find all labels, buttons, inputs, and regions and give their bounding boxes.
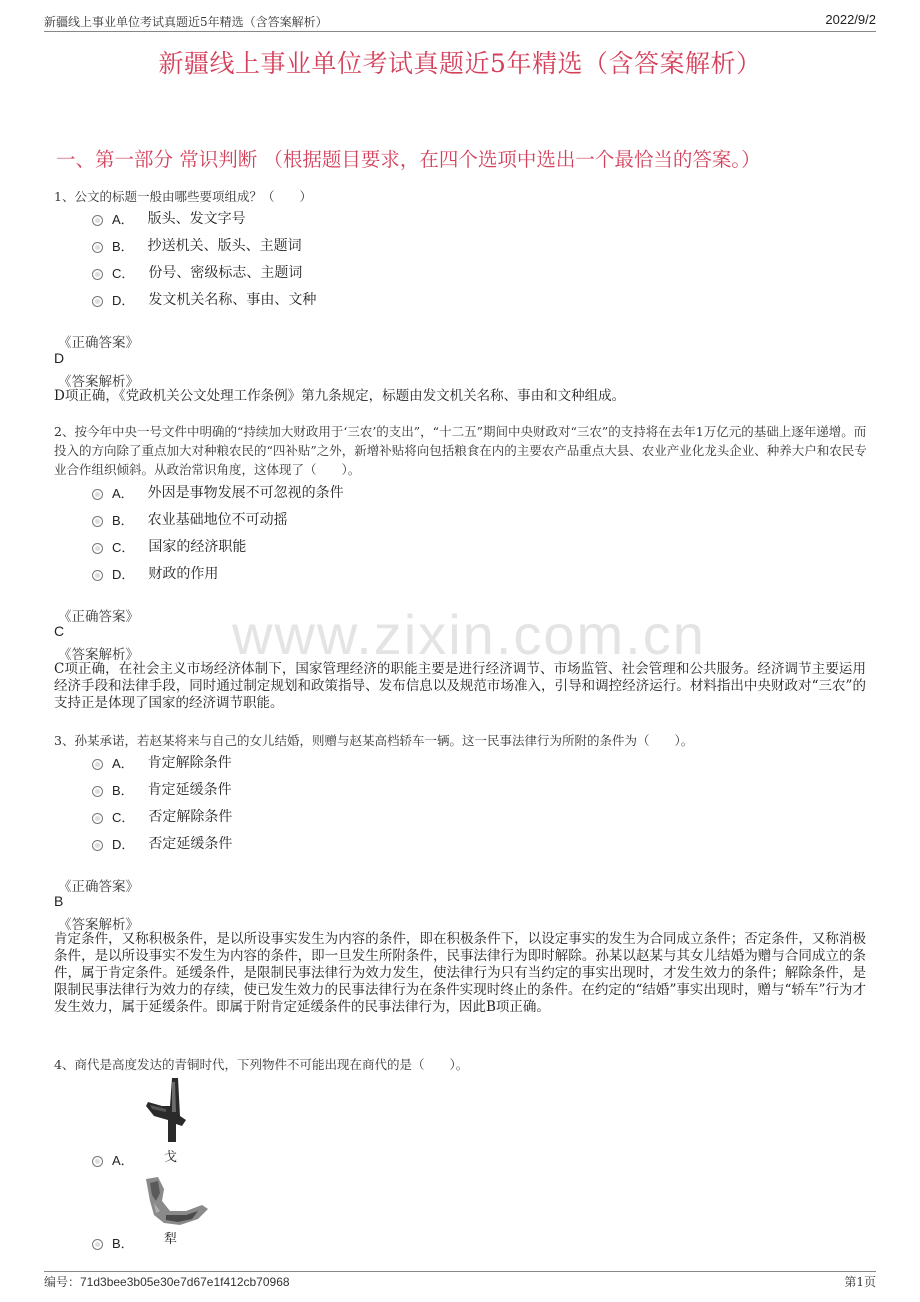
li-caption: 犁 [164,1232,178,1247]
radio-icon[interactable] [92,759,103,770]
q2-analysis: C项正确，在社会主义市场经济体制下，国家管理经济的职能主要是进行经济调节、市场监管、社会管理和公共服务。经济调节主要运用经济手段和法律手段，同时通过制定规划和政策指导、发布信息以及规范市场准入，引导和调控经济运行。材料指出中央财政对“三农”的支持正是体现了国家的经济调节职能。 [54,661,866,711]
footer-page-number: 第1页 [844,1275,876,1289]
radio-icon[interactable] [92,840,103,851]
q4-option-b[interactable]: B． [92,1233,148,1252]
radio-icon[interactable] [92,242,103,253]
radio-icon[interactable] [92,215,103,226]
section-title: 一、第一部分 常识判断 （根据题目要求，在四个选项中选出一个最恰当的答案。） [56,148,761,171]
q2-option-b[interactable]: B． 农业基础地位不可动摇 [92,509,288,529]
header-date: 2022/9/2 [825,12,876,27]
q2-correct-label: 《正确答案》 [58,609,139,625]
q2-answer: C [54,623,65,639]
q2-analysis-label: 《答案解析》 [58,647,139,663]
radio-icon[interactable] [92,786,103,797]
q1-option-d[interactable]: D． 发文机关名称、事由、文种 [92,289,316,309]
q1-correct-label: 《正确答案》 [58,335,139,351]
radio-icon[interactable] [92,1239,103,1250]
footer-divider [44,1271,876,1272]
radio-icon[interactable] [92,570,103,581]
footer-doc-id: 编号：71d3bee3b05e30e7d67e1f412cb70968 [44,1275,290,1289]
q2-option-a[interactable]: A． 外因是事物发展不可忽视的条件 [92,482,344,502]
question-2-text: 2、按今年中央一号文件中明确的“持续加大财政用于‘三农’的支出”，“十二五”期间中央财政对“三农”的支持将在去年1万亿元的基础上逐年递增。而投入的方向除了重点加大对种粮农民的“四补贴”之外，新增补贴将向包括粮食在内的主要农产品重点大县、农业产业化龙头企业、种养大户和农民专业合作组织倾斜。从政治常识角度，这体现了（ ）。 [54,424,867,477]
header-divider [44,31,876,32]
radio-icon[interactable] [92,813,103,824]
radio-icon[interactable] [92,296,103,307]
q3-correct-label: 《正确答案》 [58,879,139,895]
header-left: 新疆线上事业单位考试真题近5年精选（含答案解析） [44,15,328,29]
question-4-text: 4、商代是高度发达的青铜时代，下列物件不可能出现在商代的是（ ）。 [54,1057,469,1072]
q2-option-c[interactable]: C． 国家的经济职能 [92,536,246,556]
q3-answer: B [54,893,64,909]
document-title: 新疆线上事业单位考试真题近5年精选（含答案解析） [158,49,762,78]
q3-analysis: 肯定条件，又称积极条件，是以所设事实发生为内容的条件，即在积极条件下，以设定事实的发生为合同成立条件；否定条件，又称消极条件，是以所设事实不发生为内容的条件，即一旦发生所附条件，民事法律行为即时解除。孙某以赵某与其女儿结婚为赠与合同成立的条件，属于肯定条件。延缓条件，是限制民事法律行为效力发生，使法律行为只有当约定的事实出现时，才发生效力的条件；解除条件，是限制民事法律行为效力的存续，使已发生效力的民事法律行为在条件实现时终止的条件。在约定的“结婚”事实出现时，赠与“轿车”行为才发生效力，属于延缓条件。即属于附肯定延缓条件的民事法律行为，因此B项正确。 [54,931,866,1015]
q3-option-b[interactable]: B． 肯定延缓条件 [92,779,232,799]
radio-icon[interactable] [92,516,103,527]
q2-option-d[interactable]: D． 财政的作用 [92,563,218,583]
q1-answer: D [54,350,65,366]
q3-option-c[interactable]: C． 否定解除条件 [92,806,232,826]
radio-icon[interactable] [92,269,103,280]
q3-option-d[interactable]: D． 否定延缓条件 [92,833,232,853]
radio-icon[interactable] [92,543,103,554]
q1-option-b[interactable]: B． 抄送机关、版头、主题词 [92,235,302,255]
radio-icon[interactable] [92,1156,103,1167]
radio-icon[interactable] [92,489,103,500]
q1-option-a[interactable]: A． 版头、发文字号 [92,208,246,228]
q4-option-a[interactable]: A． [92,1150,148,1169]
ge-dagger-axe-image [142,1076,188,1144]
q3-analysis-label: 《答案解析》 [58,917,139,933]
question-3-text: 3、孙某承诺，若赵某将来与自己的女儿结婚，则赠与赵某高档轿车一辆。这一民事法律行为所附的条件为（ ）。 [54,733,694,748]
q1-analysis: D项正确，《党政机关公文处理工作条例》第九条规定，标题由发文机关名称、事由和文种组成。 [54,388,626,404]
watermark: www.zixin.com.cn [232,603,706,666]
q3-option-a[interactable]: A． 肯定解除条件 [92,752,232,772]
q1-option-c[interactable]: C． 份号、密级标志、主题词 [92,262,302,282]
li-plough-image [142,1175,212,1231]
q1-analysis-label: 《答案解析》 [58,374,139,390]
ge-caption: 戈 [164,1150,178,1165]
question-1-text: 1、公文的标题一般由哪些要项组成？（ ） [54,189,312,204]
